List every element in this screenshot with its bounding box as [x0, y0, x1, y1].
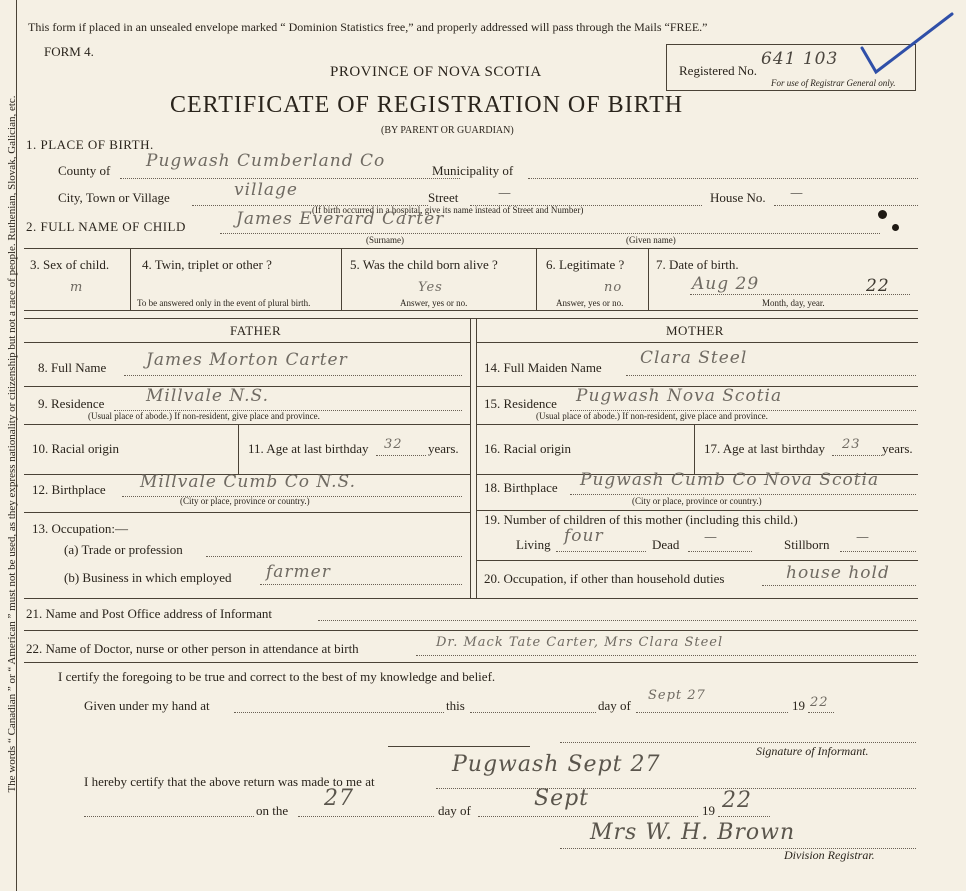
day-of-label-2: day of — [438, 803, 471, 818]
informant-line — [318, 620, 916, 621]
row3-bottom-rule — [24, 310, 918, 311]
mother-occupation-line — [762, 585, 916, 586]
mother-heading: MOTHER — [666, 323, 724, 338]
house-line — [774, 205, 918, 206]
day-of-label: day of — [598, 698, 631, 713]
city-value: village — [234, 180, 298, 200]
house-label: House No. — [710, 190, 766, 205]
place-of-birth-heading: 1. PLACE OF BIRTH. — [26, 137, 154, 152]
given-label: Given under my hand at — [84, 698, 210, 713]
father-birthplace-note: (City or place, province or country.) — [180, 496, 310, 506]
mother-age-label: 17. Age at last birthday — [704, 441, 825, 456]
certify-top-rule — [24, 662, 918, 663]
municipality-line — [528, 178, 918, 179]
municipality-label: Municipality of — [432, 163, 514, 178]
row3-div-4 — [648, 248, 649, 310]
father-residence-value: Millvale N.S. — [146, 386, 269, 406]
registrar-month-value: Sept — [534, 786, 590, 811]
informant-signature-line — [560, 742, 916, 743]
legitimate-value: no — [604, 280, 623, 295]
father-years: years. — [428, 441, 459, 456]
day-of-value: Sept 27 — [648, 688, 706, 703]
dead-value: — — [704, 530, 718, 545]
child-name-line — [220, 233, 880, 234]
city-label: City, Town or Village — [58, 190, 170, 205]
father-birthplace-label: 12. Birthplace — [32, 482, 106, 497]
doctor-top-rule — [24, 630, 918, 631]
sex-label: 3. Sex of child. — [30, 257, 110, 272]
date-note: Month, day, year. — [762, 298, 825, 308]
mother-years: years. — [882, 441, 913, 456]
business-value: farmer — [266, 562, 331, 582]
mailing-note: This form if placed in an unsealed envelope marked “ Dominion Statistics free,” and properly addressed will pass through the Mails “FREE.” — [28, 20, 708, 34]
father-age-divider — [238, 424, 239, 474]
mother-birthplace-line — [570, 494, 916, 495]
trade-label: (a) Trade or profession — [64, 542, 183, 557]
business-label: (b) Business in which employed — [64, 570, 232, 585]
side-note: The words “ Canadian ” or “ American ” must not be used, as they express nationality or citizenship but not a race of people. Ruthenian, Slovak, Galician, etc. — [6, 95, 18, 793]
doctor-label: 22. Name of Doctor, nurse or other person in attendance at birth — [26, 641, 359, 656]
doctor-value: Dr. Mack Tate Carter, Mrs Clara Steel — [436, 635, 724, 650]
registrar-place-line — [436, 788, 916, 789]
certify-text: I certify the foregoing to be true and correct to the best of my knowledge and belief. — [58, 669, 496, 684]
stillborn-value: — — [856, 530, 870, 545]
month-line — [478, 816, 698, 817]
father-heading-rule — [24, 342, 470, 343]
registered-note: For use of Registrar General only. — [771, 78, 896, 88]
mother-age-line — [832, 455, 882, 456]
father-occupation-label: 13. Occupation:— — [32, 521, 129, 536]
registrar-text: I hereby certify that the above return was made to me at — [84, 774, 375, 789]
alive-value: Yes — [418, 280, 443, 295]
stillborn-label: Stillborn — [784, 537, 830, 552]
this-line — [470, 712, 596, 713]
subtitle: (BY PARENT OR GUARDIAN) — [381, 125, 514, 136]
parents-divider-1 — [470, 318, 471, 598]
father-rule-2 — [24, 424, 470, 425]
father-racial-label: 10. Racial origin — [32, 441, 120, 456]
on-the-line — [298, 816, 434, 817]
business-line — [260, 584, 462, 585]
date-value: Aug 29 — [692, 274, 760, 294]
children-label: 19. Number of children of this mother (including this child.) — [484, 512, 798, 527]
stillborn-line — [840, 551, 916, 552]
registered-number: 641 103 — [761, 49, 839, 69]
legitimate-label: 6. Legitimate ? — [546, 257, 625, 272]
registered-label: Registered No. — [679, 63, 757, 78]
check-mark-icon — [858, 10, 958, 80]
dead-line — [688, 551, 752, 552]
informant-top-rule — [24, 598, 918, 599]
child-name-label: 2. FULL NAME OF CHILD — [26, 219, 186, 234]
separator-rule — [388, 746, 530, 747]
given-name-caption: (Given name) — [626, 235, 676, 245]
living-line — [556, 551, 646, 552]
father-birthplace-value: Millvale Cumb Co N.S. — [140, 472, 357, 492]
surname-caption: (Surname) — [366, 235, 404, 245]
mother-birthplace-value: Pugwash Cumb Co Nova Scotia — [580, 470, 880, 490]
parents-top-rule — [24, 318, 918, 319]
registrar-year-prefix: 19 — [702, 803, 715, 818]
father-name-value: James Morton Carter — [146, 350, 348, 370]
street-label: Street — [428, 190, 459, 205]
mother-occupation-value: house hold — [786, 563, 890, 583]
street-value: — — [498, 186, 512, 201]
county-value: Pugwash Cumberland Co — [146, 151, 386, 171]
division-registrar-caption: Division Registrar. — [784, 848, 875, 862]
date-year: 22 — [866, 276, 890, 296]
mother-racial-label: 16. Racial origin — [484, 441, 572, 456]
mother-birthplace-note: (City or place, province or country.) — [632, 496, 762, 506]
living-label: Living — [516, 537, 551, 552]
informant-label: 21. Name and Post Office address of Informant — [26, 606, 272, 621]
row3-div-1 — [130, 248, 131, 310]
date-label: 7. Date of birth. — [656, 257, 739, 272]
house-value: — — [790, 186, 804, 201]
ink-blot — [878, 210, 887, 219]
twin-note: To be answered only in the event of plural birth. — [137, 298, 311, 308]
mother-heading-rule — [476, 342, 918, 343]
mother-rule-4 — [476, 510, 918, 511]
mother-occupation-label: 20. Occupation, if other than household duties — [484, 571, 725, 586]
registrar-signature: Mrs W. H. Brown — [590, 820, 796, 845]
living-value: four — [564, 526, 604, 546]
county-line — [120, 178, 460, 179]
year-prefix: 19 — [792, 698, 805, 713]
registrar-year-line — [718, 816, 770, 817]
mother-abode-note: (Usual place of abode.) If non-resident, give place and province. — [536, 411, 768, 421]
year-value: 22 — [810, 695, 829, 710]
mother-rule-5 — [476, 560, 918, 561]
ink-blot-small — [892, 224, 899, 231]
father-residence-label: 9. Residence — [38, 396, 105, 411]
row3-div-2 — [341, 248, 342, 310]
province: PROVINCE OF NOVA SCOTIA — [330, 64, 542, 80]
hospital-note: (If birth occurred in a hospital, give its name instead of Street and Number) — [312, 205, 584, 215]
row3-div-3 — [536, 248, 537, 310]
twin-label: 4. Twin, triplet or other ? — [142, 257, 272, 272]
given-place-line — [234, 712, 444, 713]
mother-name-value: Clara Steel — [640, 348, 748, 368]
mother-rule-2 — [476, 424, 918, 425]
informant-signature-caption: Signature of Informant. — [756, 744, 869, 758]
mother-name-label: 14. Full Maiden Name — [484, 360, 602, 375]
registrar-year-value: 22 — [722, 788, 752, 813]
registrar-place-value: Pugwash Sept 27 — [452, 752, 661, 777]
trade-line — [206, 556, 462, 557]
alive-label: 5. Was the child born alive ? — [350, 257, 498, 272]
registrar-day-value: 27 — [324, 786, 354, 811]
father-age-label: 11. Age at last birthday — [248, 441, 369, 456]
form-number: FORM 4. — [44, 44, 94, 59]
mother-residence-label: 15. Residence — [484, 396, 557, 411]
mother-age-divider — [694, 424, 695, 474]
mother-age-value: 23 — [842, 437, 861, 452]
legitimate-note: Answer, yes or no. — [556, 298, 624, 308]
on-the-lead-line — [84, 816, 254, 817]
parents-divider-2 — [476, 318, 477, 598]
year-line — [808, 712, 834, 713]
mother-residence-value: Pugwash Nova Scotia — [576, 386, 783, 406]
mother-birthplace-label: 18. Birthplace — [484, 480, 558, 495]
father-rule-4 — [24, 512, 470, 513]
father-age-value: 32 — [384, 437, 403, 452]
doctor-line — [416, 655, 916, 656]
dead-label: Dead — [652, 537, 680, 552]
child-name-value: James Everard Carter — [236, 209, 445, 229]
father-age-line — [376, 455, 426, 456]
sex-value: m — [70, 280, 84, 295]
county-label: County of — [58, 163, 111, 178]
on-the-label: on the — [256, 803, 289, 818]
this-label: this — [446, 698, 465, 713]
mother-name-line — [626, 375, 916, 376]
row3-top-rule — [24, 248, 918, 249]
father-heading: FATHER — [230, 323, 282, 338]
day-of-line — [636, 712, 788, 713]
father-abode-note: (Usual place of abode.) If non-resident, give place and province. — [88, 411, 320, 421]
father-name-label: 8. Full Name — [38, 360, 107, 375]
alive-note: Answer, yes or no. — [400, 298, 468, 308]
page-title: CERTIFICATE OF REGISTRATION OF BIRTH — [170, 92, 684, 118]
father-name-line — [124, 375, 462, 376]
